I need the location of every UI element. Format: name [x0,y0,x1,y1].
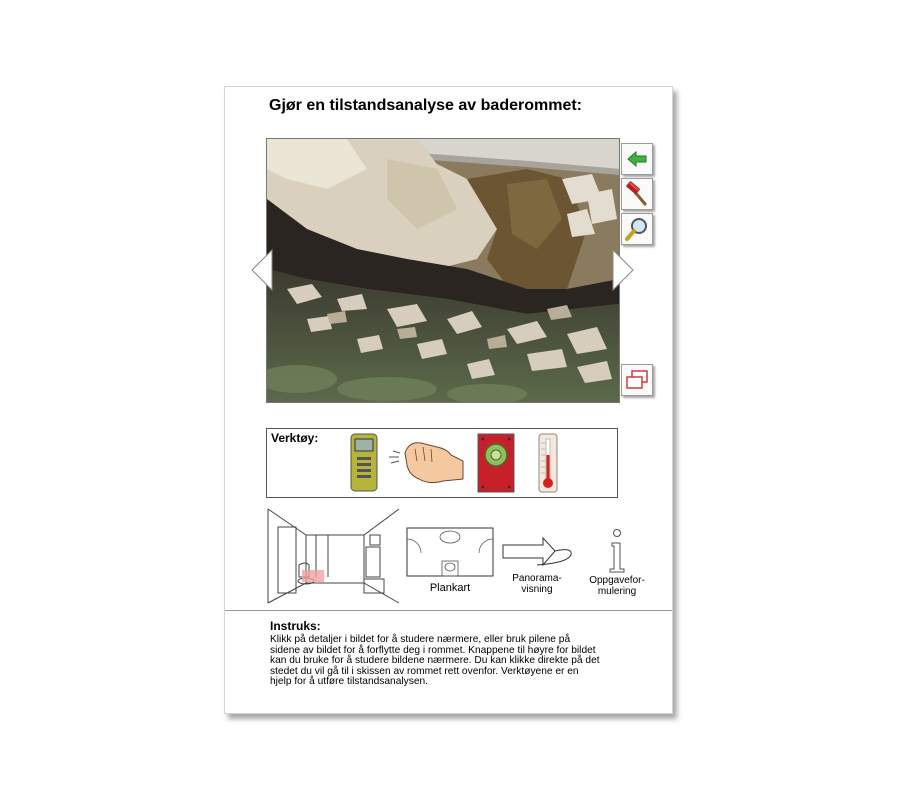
overlapping-windows-icon [622,365,652,395]
panorama-link[interactable] [497,535,577,605]
hygrometer-icon[interactable] [477,433,515,493]
tools-label: Verktøy: [271,431,319,445]
tools-panel [266,428,618,498]
task-card [224,86,673,714]
plankart-link[interactable] [406,527,494,599]
chevron-left-icon[interactable] [250,248,274,292]
divider [225,610,672,611]
room-sketch[interactable] [266,507,401,605]
instructions-title: Instruks: [270,619,321,633]
oppgave-label-2: mulering [597,586,637,597]
windows-button[interactable] [621,364,653,396]
oppgave-label-1: Oppgavefor- [589,575,645,586]
instructions-body: Klikk på detaljer i bildet for å studere nærmere, eller bruk pilene på sidene av bildet for å forflytte deg i rommet. Knappene til høyre for bildet kan du bruke for å studere bildene nærmere. Du kan klikke direkte på det stedet du vil gå til i skissen av rommet rett ovenfor. Verktøyene er en hjelp for å utføre tilstandsanalysen. [270,634,600,688]
plankart-label: Plankart [429,582,471,594]
damaged-wall-photo[interactable] [267,139,619,402]
thermometer-icon[interactable] [537,433,559,493]
knocking-fist-icon[interactable] [385,435,465,485]
chevron-right-icon[interactable] [611,248,635,292]
floorplan-icon [406,527,494,577]
info-icon [580,529,654,573]
panorama-label-1: Panorama- [512,573,562,584]
zoom-button[interactable] [621,213,653,245]
moisture-meter-icon[interactable] [349,433,379,493]
oppgave-link[interactable] [580,529,654,605]
hammer-button[interactable] [621,178,653,210]
green-arrow-left-icon [622,144,652,174]
page-title: Gjør en tilstandsanalyse av baderommet: [269,97,582,114]
hammer-icon [622,179,652,209]
magnifier-icon [622,214,652,244]
panorama-label-2: visning [521,584,553,595]
room-photo[interactable] [266,138,620,403]
back-button[interactable] [621,143,653,175]
panorama-arrow-icon [497,535,577,571]
